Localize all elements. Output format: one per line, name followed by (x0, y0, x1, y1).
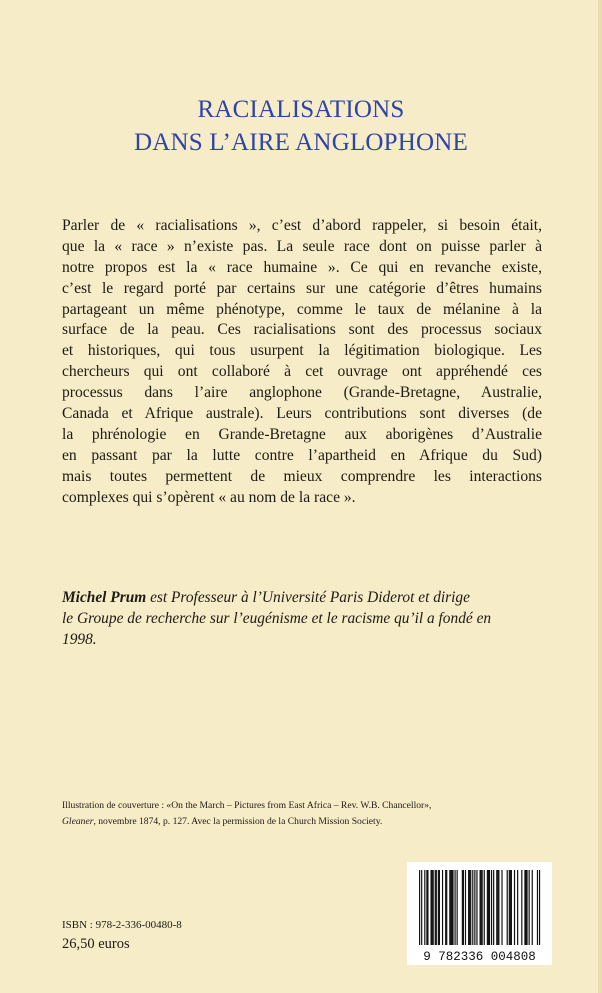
blurb-line: c’est le regard porté par certains sur une catégorie d’êtres humains (62, 279, 542, 297)
credit-publication: Gleaner (62, 815, 94, 827)
barcode-bar (497, 870, 498, 945)
blurb-line: la phrénologie en Grande-Bretagne aux aborigènes d’Australie (62, 425, 542, 443)
blurb-line: complexes qui s’opèrent « au nom de la race ». (62, 488, 356, 506)
author-bio-text: est Professeur à l’Université Paris Diderot et dirige (146, 589, 470, 606)
barcode-bar (488, 870, 489, 945)
barcode-bar (439, 870, 440, 945)
barcode-bar (445, 870, 446, 945)
author-bio-line: le Groupe de recherche sur l’eugénisme et le racisme qu’il a fondé en (62, 609, 492, 627)
barcode-bar (517, 870, 518, 945)
blurb-line: chercheurs qui ont collaboré à cet ouvrage ont appréhendé ces (62, 363, 542, 381)
barcode-bar (496, 870, 497, 945)
blurb-line: partageant un même phénotype, comme le taux de mélanine à la (62, 300, 542, 318)
barcode-bar (482, 870, 483, 945)
barcode-bar (421, 870, 422, 945)
barcode-bar (446, 870, 447, 945)
blurb-line: en passant par la lutte contre l’apartheid en Afrique du Sud) (62, 446, 542, 464)
barcode-bar (452, 870, 453, 945)
barcode-bar (436, 870, 437, 945)
barcode-bar (507, 870, 508, 945)
barcode-bar (514, 870, 515, 945)
barcode-bar (532, 870, 533, 945)
credit-line: Illustration de couverture : «On the March – Pictures from East Africa – Rev. W.B. Chancellor», (62, 800, 432, 811)
barcode-bar (480, 870, 481, 945)
barcode-bar (498, 870, 499, 945)
blurb-line: et historiques, qui tous usurpent la légitimation biologique. Les (62, 342, 542, 360)
barcode-bar (426, 870, 427, 945)
book-title-line-2: DANS L’AIRE ANGLOPHONE (133, 129, 469, 156)
author-bio (62, 588, 542, 650)
blurb-line: notre propos est la « race humaine ». Ce qui en revanche existe, (62, 258, 542, 276)
barcode-bar (501, 870, 502, 945)
barcode-bar (525, 870, 526, 945)
blurb-line: processus dans l’aire anglophone (Grande-Bretagne, Australie, (62, 384, 542, 402)
barcode-bar (491, 870, 492, 945)
barcode-bar (449, 870, 450, 945)
barcode-bar (463, 870, 464, 945)
back-cover-blurb (62, 216, 542, 508)
credit-line (62, 814, 544, 830)
blurb-line: surface de la peau. Ces racialisations sont des processus sociaux (62, 321, 542, 339)
book-title (0, 93, 602, 159)
barcode-bar (487, 870, 488, 945)
barcode-bar (481, 870, 482, 945)
barcode-bar (529, 870, 530, 945)
barcode-bar (419, 870, 420, 945)
barcode-bar (454, 870, 455, 945)
barcode-bar (433, 870, 434, 945)
author-name: Michel Prum (62, 589, 147, 606)
barcode-bar (493, 870, 494, 945)
barcode-bar (450, 870, 451, 945)
cover-illustration-credit (62, 798, 544, 829)
barcode-bar (489, 870, 490, 945)
author-bio-line (62, 588, 542, 609)
barcode-bar (432, 870, 433, 945)
blurb-line: Parler de « racialisations », c’est d’abord rappeler, si besoin était, (62, 217, 542, 234)
barcode-digits: 9 782336 004808 (423, 950, 536, 964)
barcode-bar (469, 870, 470, 945)
blurb-line: mais toutes permettent de mieux comprendre les interactions (62, 467, 542, 485)
barcode-bar (427, 870, 428, 945)
barcode-bars (419, 870, 540, 945)
barcode-bar (468, 870, 469, 945)
barcode-bar (539, 870, 540, 945)
isbn: ISBN : 978-2-336-00480-8 (62, 919, 182, 931)
barcode-bar (476, 870, 477, 945)
blurb-line: Canada et Afrique australe). Leurs contributions sont diverses (de (62, 405, 542, 423)
barcode-bar (537, 870, 538, 945)
barcode-bar (484, 870, 485, 945)
barcode-bar (510, 870, 511, 945)
barcode-bar (438, 870, 439, 945)
barcode-bar (430, 870, 431, 945)
barcode-bar (509, 870, 510, 945)
author-bio-line: 1998. (62, 630, 97, 648)
barcode-bar (465, 870, 466, 945)
barcode (407, 862, 552, 965)
barcode-bar (451, 870, 452, 945)
barcode-bar (457, 870, 458, 945)
barcode-bar (462, 870, 463, 945)
barcode-bar (511, 870, 512, 945)
barcode-bar (470, 870, 471, 945)
barcode-bar (472, 870, 473, 945)
barcode-bar (424, 870, 425, 945)
barcode-bar (526, 870, 527, 945)
barcode-bar (521, 870, 522, 945)
barcode-graphic (407, 862, 552, 965)
blurb-line: que la « race » n’existe pas. La seule race dont on puisse parler à (62, 237, 542, 255)
barcode-bar (442, 870, 443, 945)
credit-text: , novembre 1874, p. 127. Avec la permission de la Church Mission Society. (93, 815, 383, 827)
book-title-line-1: RACIALISATIONS (197, 96, 405, 123)
barcode-bar (435, 870, 436, 945)
barcode-bar (524, 870, 525, 945)
price: 26,50 euros (62, 936, 130, 952)
barcode-bar (474, 870, 475, 945)
